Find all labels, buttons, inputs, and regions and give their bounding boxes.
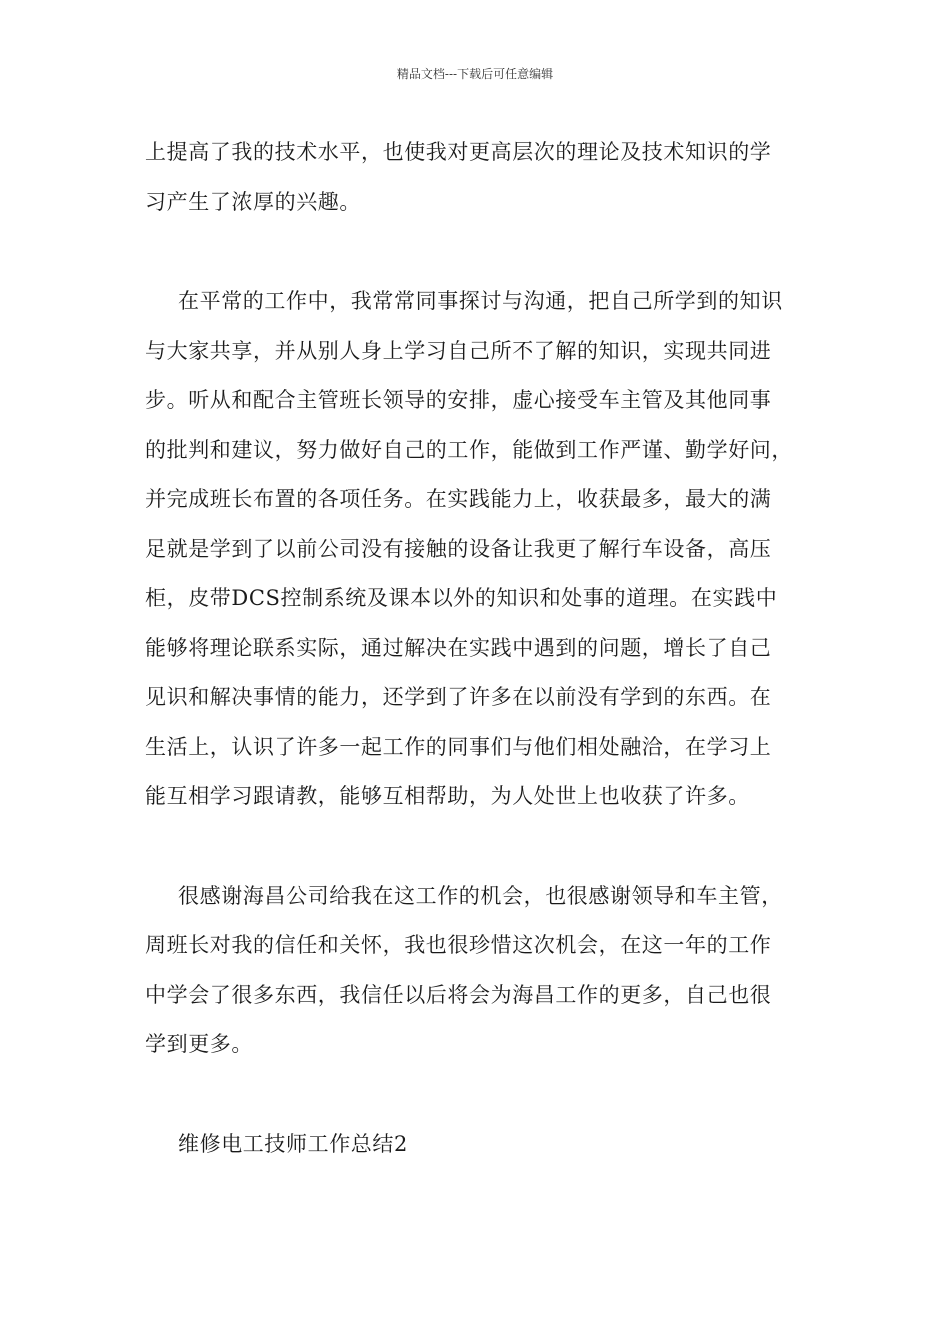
body-line: 周班长对我的信任和关怀，我也很珍惜这次机会，在这一年的工作	[145, 933, 772, 957]
body-line: 足就是学到了以前公司没有接触的设备让我更了解行车设备，高压	[145, 537, 772, 561]
body-line: 能够将理论联系实际，通过解决在实践中遇到的问题，增长了自己	[145, 636, 772, 660]
body-line: 的批判和建议，努力做好自己的工作，能做到工作严谨、勤学好问，	[145, 438, 793, 462]
body-line: 学到更多。	[145, 1032, 253, 1056]
paragraph-first-line: 很感谢海昌公司给我在这工作的机会，也很感谢领导和车主管，	[178, 884, 783, 908]
body-line: 生活上，认识了许多一起工作的同事们与他们相处融洽，在学习上	[145, 735, 772, 759]
paragraph-first-line: 在平常的工作中，我常常同事探讨与沟通，把自己所学到的知识	[178, 289, 783, 313]
body-line: 上提高了我的技术水平，也使我对更高层次的理论及技术知识的学	[145, 140, 772, 164]
body-line: 见识和解决事情的能力，还学到了许多在以前没有学到的东西。在	[145, 685, 772, 709]
body-line: 习产生了浓厚的兴趣。	[145, 190, 361, 214]
body-line: 能互相学习跟请教，能够互相帮助，为人处世上也收获了许多。	[145, 784, 750, 808]
body-line: 并完成班长布置的各项任务。在实践能力上，收获最多，最大的满	[145, 487, 772, 511]
body-line: 中学会了很多东西，我信任以后将会为海昌工作的更多，自己也很	[145, 983, 772, 1007]
page-header: 精品文档---下载后可任意编辑	[396, 67, 554, 81]
body-line: 柜，皮带DCS控制系统及课本以外的知识和处事的道理。在实践中	[145, 586, 778, 610]
body-line: 与大家共享，并从别人身上学习自己所不了解的知识，实现共同进	[145, 339, 772, 363]
section-heading: 维修电工技师工作总结2	[178, 1132, 408, 1156]
body-line: 步。听从和配合主管班长领导的安排，虚心接受车主管及其他同事	[145, 388, 772, 412]
